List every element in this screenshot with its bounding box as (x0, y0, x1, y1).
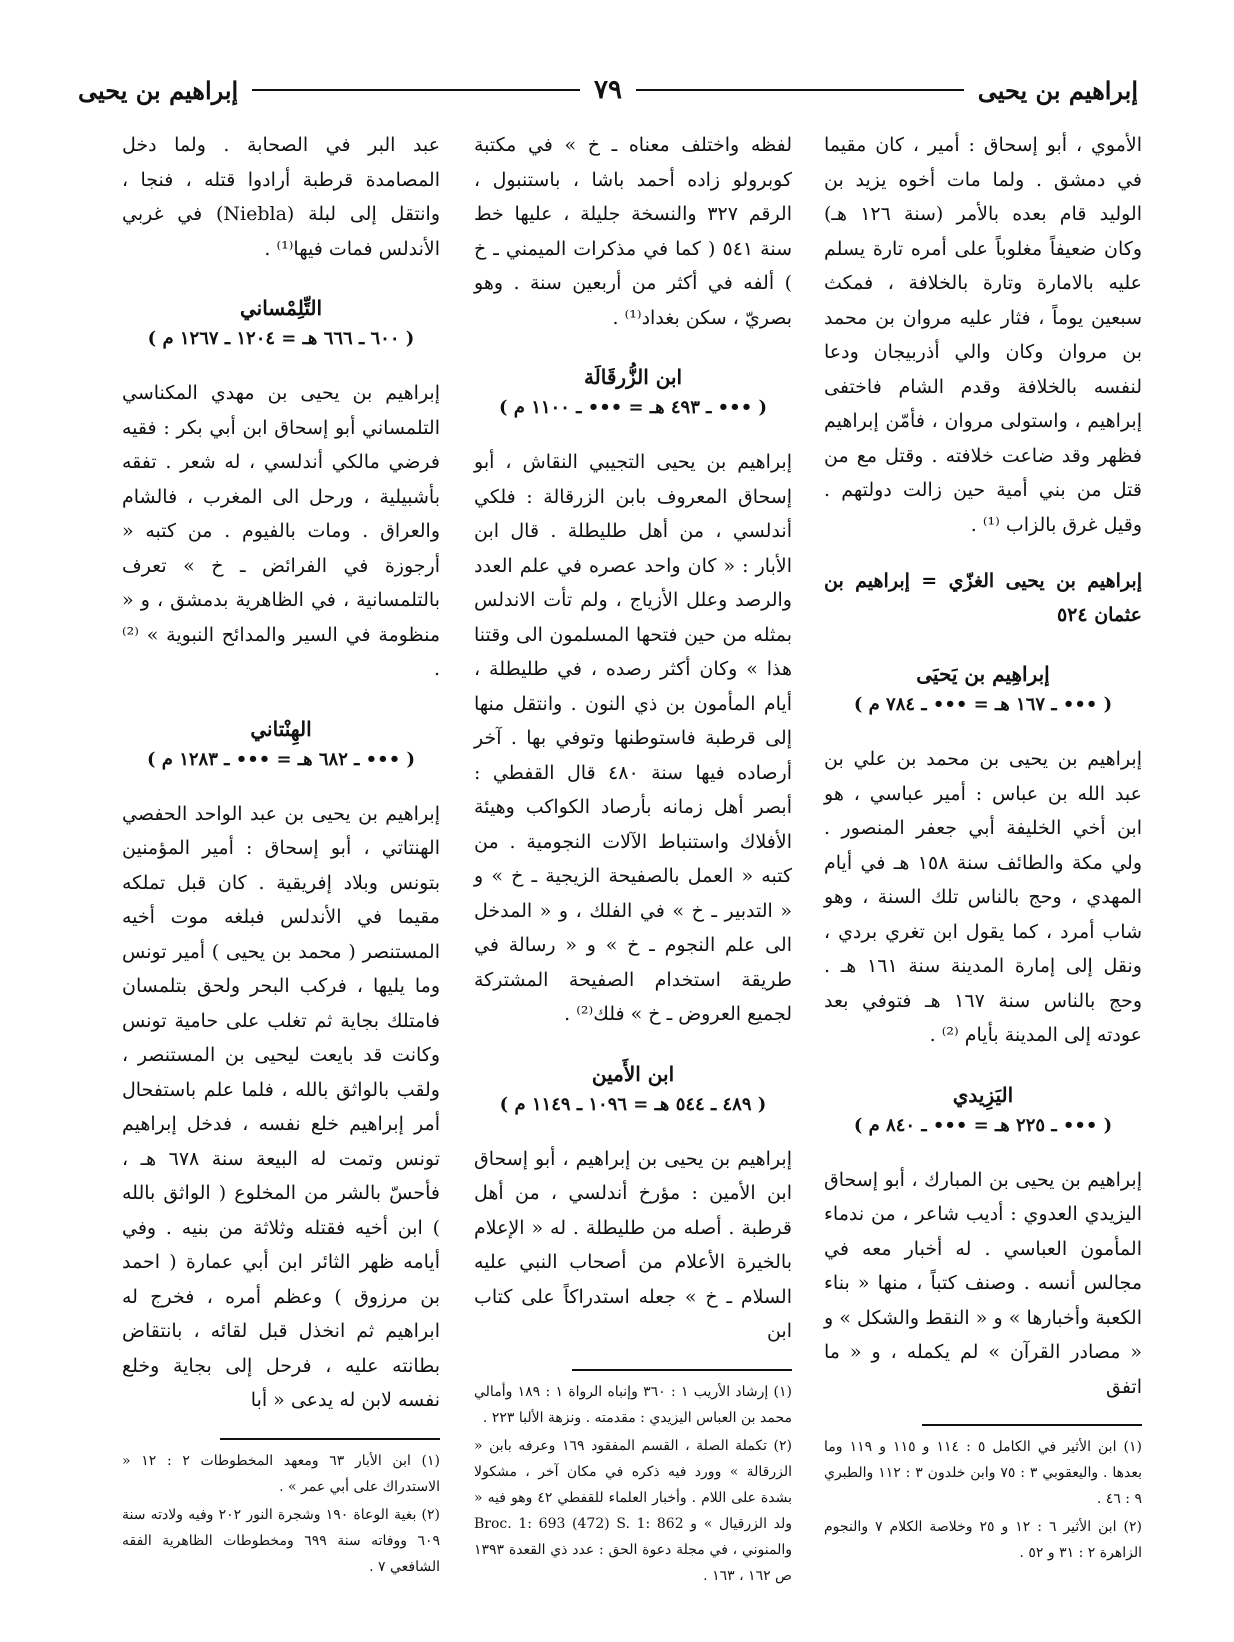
footnote: (١) إرشاد الأريب ١ : ٣٦٠ وإنباه الرواة ١ : ١٨٩ وأمالي محمد بن العباس اليزيدي : مقدمته . ونزهة الألبا ٢٢٣ . (474, 1383, 792, 1426)
running-header (78, 70, 1138, 110)
footnotes (824, 1434, 1142, 1566)
entry-body: إبراهيم بن يحيى بن عبد الواحد الحفصي الهنتاتي ، أبو إسحاق : أمير المؤمنين بتونس وبلاد إفريقية . كان قبل تملكه مقيما في الأندلس فبلغه موت أخيه المستنصر ( محمد بن يحيى ) أمير تونس وما يليها ، فركب البحر ولحق بتلمسان فامتلك بجاية ثم تغلب على حامية تونس وكانت قد بايعت ليحيى بن المستنصر ، ولقب بالواثق بالله ، فلما علم باستفحال أمر إبراهيم خلع نفسه ، فدخل إبراهيم تونس وتمت له البيعة سنة ٦٧٨ هـ ، فأحسّ بالشر من المخلوع ( الواثق بالله ) ابن أخيه فقتله وثلاثة من بنيه . وفي أيامه ظهر الثائر ابن أبي عمارة ( احمد بن مرزوق ) وعظم أمره ، فخرج له ابراهيم ثم انخذل قبل لقائه ، بانتقاض بطانته عليه ، فرحل إلى بجاية وخلع نفسه لابن له يدعى « أبا (122, 802, 440, 1411)
entry-dates: ( ٦٠٠ ـ ٦٦٦ هـ = ١٢٠٤ ـ ١٢٦٧ م ) (147, 328, 415, 349)
footnote: (٢) بغية الوعاة ١٩٠ وشجرة النور ٢٠٢ وفيه ولادته سنة ٦٠٩ ووفاته سنة ٦٩٩ ومخطوطات الظاهرية الفقه الشافعي ٧ . (122, 1506, 440, 1575)
entry-dates: ( ٤٨٩ ـ ٥٤٤ هـ = ١٠٩٦ ـ ١١٤٩ م ) (499, 1093, 767, 1115)
column-left (122, 128, 440, 1580)
entry-body: إبراهيم بن يحيى التجيبي النقاش ، أبو إسحاق المعروف بابن الزرقالة : فلكي أندلسي ، من أهل طليطلة . قال ابن الأبار : « كان واحد عصره في علم العدد والرصد وعلل الأزياج ، ولم تأت الاندلس بمثله من حين فتحها المسلمون الى وقتنا هذا » وكان أكثر رصده ، في طليطلة ، أيام المأمون بن ذي النون . وانتقل منها إلى قرطبة فاستوطنها وتوفي بها . آخر أرصاده فيها سنة ٤٨٠ قال القفطي : أبصر أهل زمانه بأرصاد الكواكب وهيئة الأفلاك واستنباط الآلات النجومية . من كتبه « العمل بالصفيحة الزيجية ـ خ » و « التدبير ـ خ » في الفلك ، و « المدخل الى علم النجوم ـ خ » و « رسالة في طريقة استخدام الصفيحة المشتركة لجميع العروض ـ خ » فلك⁽²⁾ . (474, 451, 792, 1025)
header-rule-right (636, 89, 964, 91)
header-rule-left (252, 89, 580, 91)
footnote-rule (572, 1369, 792, 1371)
column-right (824, 128, 1142, 1566)
entry-continuation: عبد البر في الصحابة . ولما دخل المصامدة قرطبة أرادوا قتله ، فنجا ، وانتقل إلى لبلة (Niebla) في غربي الأندلس فمات فيها⁽¹⁾ . (122, 134, 440, 260)
header-title-right: إبراهيم بن يحيى (977, 75, 1138, 105)
footnote: (٢) ابن الأثير ٦ : ١٢ و ٢٥ وخلاصة الكلام ٧ والنجوم الزاهرة ٢ : ٣١ و ٥٢ . (824, 1519, 1142, 1561)
entry-continuation: الأموي ، أبو إسحاق : أمير ، كان مقيما في دمشق . ولما مات أخوه يزيد بن الوليد قام بعده بالأمر (سنة ١٢٦ هـ) وكان ضعيفاً مغلوباً على أمره تارة يسلم عليه بالامارة وتارة بالخلافة ، فمكث سبعين يوماً ، فثار عليه مروان بن محمد بن مروان وكان والي أذربيجان ودعا لنفسه بالخلافة وقدم الشام فاختفى إبراهيم ، واستولى مروان ، فأمّن إبراهيم فظهر وقد ضاعت خلافته . وقتل مع من قتل من بني أمية حين زالت دولتهم . وقيل غرق بالزاب ⁽¹⁾ . (824, 134, 1143, 536)
entry-title: ابن الأَمين (591, 1061, 675, 1086)
entry-body: إبراهيم بن يحيى بن إبراهيم ، أبو إسحاق ابن الأمين : مؤرخ أندلسي ، من أهل قرطبة . أصله من طليطلة . له « الإعلام بالخيرة الأعلام من أصحاب النبي عليه السلام ـ خ » جعله استدراكاً على كتاب ابن (474, 1147, 792, 1342)
footnote: (١) ابن الأبار ٦٣ ومعهد المخطوطات ٢ : ١٢ « الاستدراك على أبي عمر » . (122, 1452, 441, 1495)
page-number: ٧٩ (594, 75, 622, 105)
footnotes (474, 1379, 792, 1589)
entry-dates: ( ••• ـ ٦٨٢ هـ = ••• ـ ١٢٨٣ م ) (147, 748, 415, 770)
footnotes (122, 1448, 440, 1580)
entry-title: التِّلِمْساني (239, 296, 323, 320)
footnote-rule (922, 1424, 1142, 1426)
entry-title: ابن الزُّرقَالَة (583, 365, 683, 389)
entry-title: اليَزِيدي (952, 1082, 1014, 1107)
entry-body: إبراهيم بن يحيى بن مهدي المكناسي التلمساني أبو إسحاق ابن أبي بكر : فقيه فرضي مالكي أندلسي ، له شعر . تفقه بأشبيلية ، ورحل الى المغرب ، فالشام والعراق . ومات بالفيوم . من كتبه « أرجوزة في الفرائض ـ خ » تعرف بالتلمسانية ، في الظاهرية بدمشق ، و « منظومة في السير والمدائح النبوية » ⁽²⁾ . (122, 382, 440, 680)
entry-body: إبراهيم بن يحيى بن محمد بن علي بن عبد الله بن عباس : أمير عباسي ، هو ابن أخي الخليفة أبي جعفر المنصور . ولي مكة والطائف سنة ١٥٨ هـ في أيام المهدي ، وحج بالناس تلك السنة ، وهو شاب أمرد ، كما يقول ابن تغري بردي ، ونقل إلى إمارة المدينة سنة ١٦١ هـ . وحج بالناس سنة ١٦٧ هـ فتوفي بعد عودته إلى المدينة بأيام ⁽²⁾ . (824, 748, 1143, 1046)
header-title-left: إبراهيم بن يحيى (78, 75, 239, 105)
cross-reference: إبراهيم بن يحيى الغزّي = إبراهيم بن عثمان ٥٢٤ (824, 570, 1142, 626)
column-middle (474, 128, 792, 1589)
footnote: (٢) تكملة الصلة ، القسم المفقود ١٦٩ وعرفه بابن « الزرقالة » وورد فيه ذكره في مكان آخر ، مشكولا بشدة على اللام . وأخبار العلماء للقفطي ٤٢ وهو فيه « ولد الزرقيال » و Broc. 1: 693 (472) S. 1: 862 والمنوني ، في مجلة دعوة الحق : عدد ذي القعدة ١٣٩٣ ص ١٦٢ ، ١٦٣ . (474, 1437, 793, 1584)
entry-title: إبراهِيم بن يَحيَى (916, 662, 1050, 686)
entry-dates: ( ••• ـ ٤٩٣ هـ = ••• ـ ١١٠٠ م ) (499, 397, 767, 418)
entry-body: إبراهيم بن يحيى بن المبارك ، أبو إسحاق اليزيدي العدوي : أديب شاعر ، من ندماء المأمون العباسي . له أخبار معه في مجالس أنسه . وصنف كتباً ، منها « بناء الكعبة وأخبارها » و « النقط والشكل » و « مصادر القرآن » لم يكمله ، و « ما اتفق (824, 1168, 1142, 1398)
entry-title: الهِنْتاني (250, 716, 312, 741)
entry-continuation: لفظه واختلف معناه ـ خ » في مكتبة كوبرولو زاده أحمد باشا ، باستنبول ، الرقم ٣٢٧ والنسخة جليلة ، عليها خط سنة ٥٤١ ( كما في مذكرات الميمني ـ خ ) ألفه في أكثر من أربعين سنة . وهو بصريّ ، سكن بغداد⁽¹⁾ . (474, 134, 792, 329)
footnote: (١) ابن الأثير في الكامل ٥ : ١١٤ و ١١٥ و ١١٩ وما بعدها . واليعقوبي ٣ : ٧٥ وابن خلدون ٣ : ١١٢ والطبري ٩ : ٤٦ . (824, 1439, 1142, 1507)
footnote-rule (220, 1438, 440, 1440)
entry-dates: ( ••• ـ ٢٢٥ هـ = ••• ـ ٨٤٠ م ) (853, 1114, 1113, 1136)
entry-dates: ( ••• ـ ١٦٧ هـ = ••• ـ ٧٨٤ م ) (853, 694, 1113, 715)
